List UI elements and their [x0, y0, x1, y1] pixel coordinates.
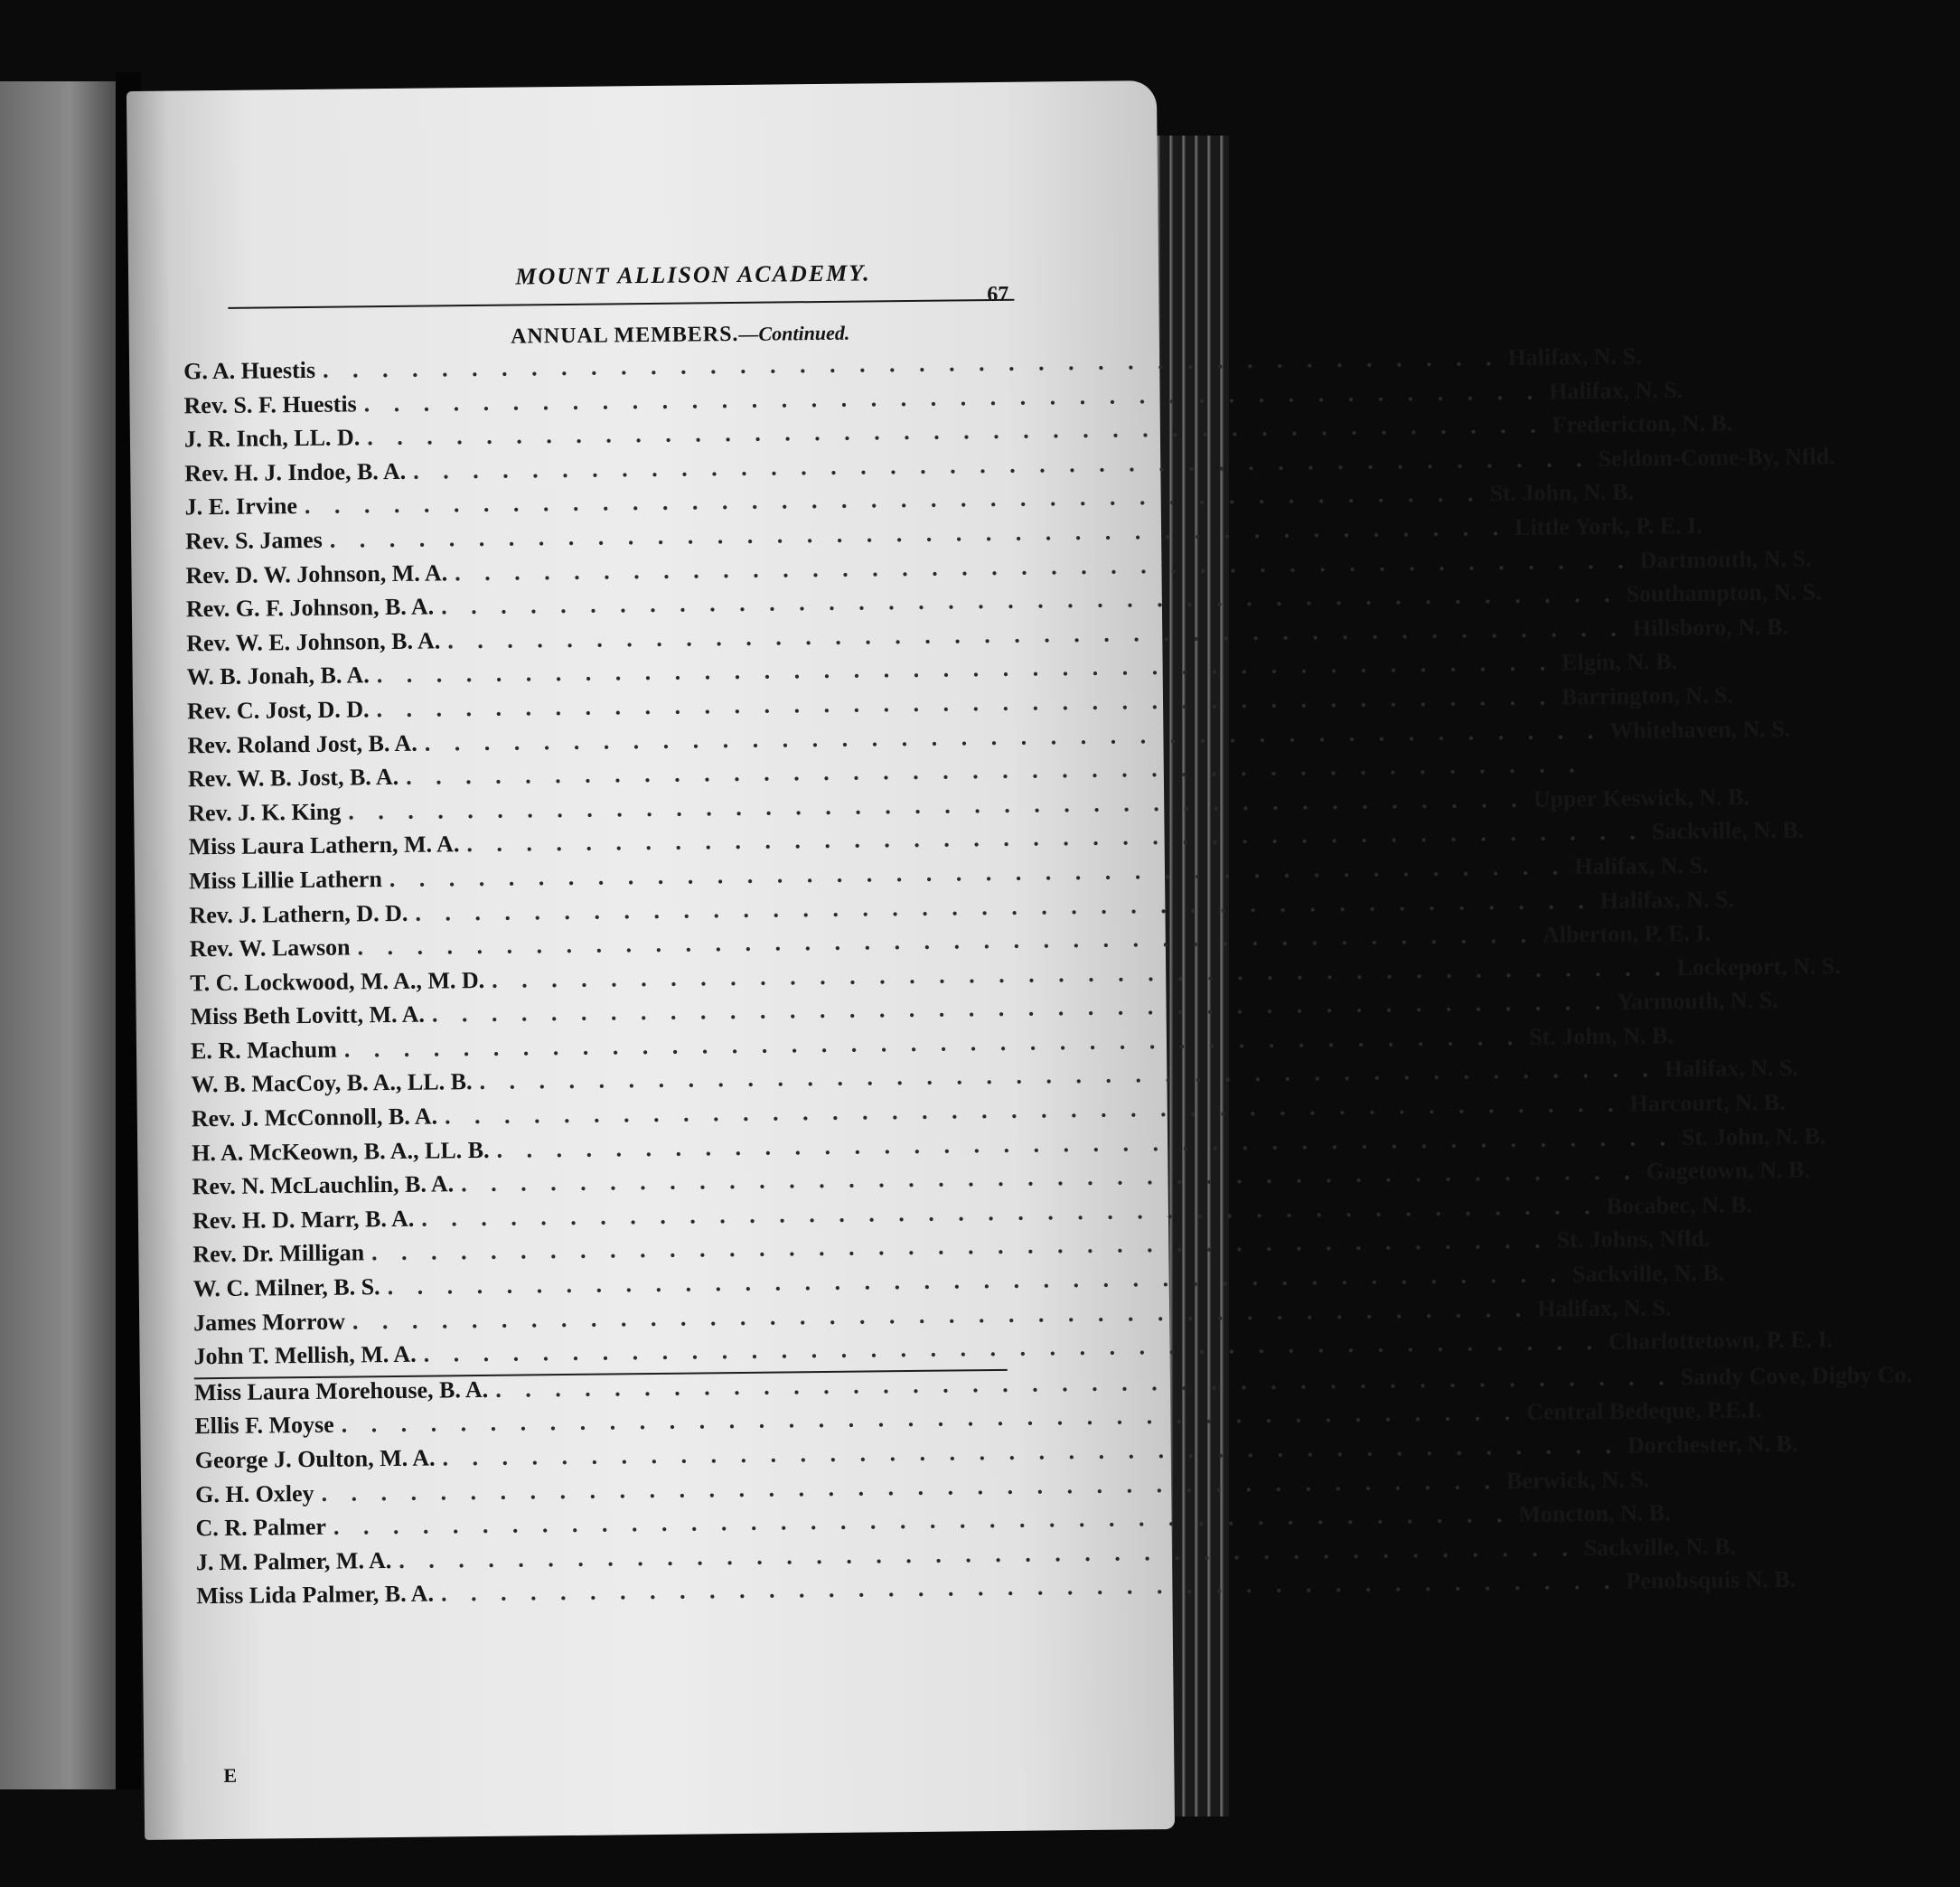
- left-page-edge: [0, 81, 117, 1789]
- dot-leader: . . . . . . . . . . . . . . . . . . . . . . . . . . . . . . . . . . . . . . . .: [389, 853, 1568, 892]
- member-place: Moncton, N. B.: [1518, 1499, 1671, 1528]
- member-place: St. John, N. B.: [1681, 1122, 1826, 1150]
- dot-leader: . . . . . . . . . . . . . . . . . . . . . . . . . . . . . . . . . . . . . . . .: [370, 1227, 1550, 1266]
- member-place: Hillsboro, N. B.: [1632, 613, 1789, 642]
- member-name: J. M. Palmer, M. A.: [195, 1546, 392, 1576]
- dot-leader: . . . . . . . . . . . . . . . . . . . . . . . . . . . . . . . . . . . . . . . .: [492, 953, 1670, 993]
- member-place: St. John, N. B.: [1529, 1022, 1674, 1050]
- member-place: Halifax, N. S.: [1599, 885, 1735, 914]
- dot-leader: . . . . . . . . . . . . . . . . . . . . . . . . . . . . . . . . . . . . . . . .: [329, 514, 1508, 553]
- dot-leader: . . . . . . . . . . . . . . . . . . . . . . . . . . . . . . . . . . . . . . . .: [424, 717, 1603, 756]
- member-list: [183, 343, 1913, 1617]
- member-place: Lockeport, N. S.: [1676, 952, 1842, 981]
- member-name: Rev. H. J. Indoe, B. A.: [184, 457, 407, 487]
- member-name: G. H. Oxley: [195, 1479, 314, 1507]
- member-name: Ellis F. Moyse: [194, 1412, 334, 1440]
- member-name: J. E. Irvine: [184, 493, 298, 521]
- member-place: Halifax, N. S.: [1574, 851, 1709, 880]
- member-name: Rev. W. B. Jost, B. A.: [187, 764, 399, 793]
- list-item: [196, 1566, 1796, 1617]
- dot-leader: . . . . . . . . . . . . . . . . . . . . . . . . . . . . . . . . . . . . . . . .: [348, 785, 1526, 825]
- section-title: [427, 321, 933, 351]
- member-place: Little York, P. E. I.: [1515, 512, 1702, 540]
- member-place: [1591, 769, 1862, 772]
- signature-mark: E: [223, 1763, 238, 1787]
- member-place: Harcourt, N. B.: [1629, 1088, 1786, 1117]
- dot-leader: . . . . . . . . . . . . . . . . . . . . . . . . . . . . . . . . . . . . . . . .: [440, 1568, 1619, 1607]
- member-place: St. John, N. B.: [1489, 478, 1635, 507]
- member-place: Seldom-Come-By, Nfld.: [1598, 443, 1835, 472]
- dot-leader: . . . . . . . . . . . . . . . . . . . . . . . . . . . . . . . . . . . . . . . .: [376, 649, 1555, 689]
- dot-leader: . . . . . . . . . . . . . . . . . . . . . . . . . . . . . . . . . . . . . . . .: [441, 580, 1619, 620]
- member-name: Rev. C. Jost, D. D.: [186, 696, 370, 725]
- member-place: Sackville, N. B.: [1583, 1533, 1737, 1562]
- member-place: St. Johns, Nfld.: [1556, 1225, 1711, 1253]
- member-place: Penobsquis N. B.: [1626, 1566, 1796, 1595]
- member-name: Rev. J. McConnoll, B. A.: [191, 1103, 438, 1132]
- dot-leader: . . . . . . . . . . . . . . . . . . . . . . . . . . . . . . . . . . . . . . . .: [357, 921, 1536, 961]
- member-place: Berwick, N. S.: [1505, 1466, 1650, 1494]
- member-name: Rev. J. K. King: [188, 798, 342, 827]
- dot-leader: . . . . . . . . . . . . . . . . . . . . . . . . . . . . . . . . . . . . . . . .: [423, 1328, 1602, 1367]
- dot-leader: . . . . . . . . . . . . . . . . . . . . . . . . . . . . . . . . . . . . . . . .: [447, 615, 1626, 654]
- dot-leader: . . . . . . . . . . . . . . . . . . . . . . . . . . . . . . . . . . . . . . . .: [431, 989, 1610, 1028]
- member-name: Miss Lida Palmer, B. A.: [196, 1580, 435, 1610]
- member-name: C. R. Palmer: [195, 1513, 327, 1542]
- member-name: Rev. W. E. Johnson, B. A.: [186, 627, 441, 657]
- member-name: James Morrow: [193, 1308, 346, 1336]
- member-name: Rev. Roland Jost, B. A.: [187, 729, 417, 758]
- member-place: Upper Keswick, N. B.: [1533, 783, 1750, 812]
- member-name: Rev. G. F. Johnson, B. A.: [185, 593, 435, 623]
- member-name: Miss Lillie Lathern: [188, 866, 382, 895]
- member-name: T. C. Lockwood, M. A., M. D.: [190, 966, 485, 997]
- dot-leader: . . . . . . . . . . . . . . . . . . . . . . . . . . . . . . . . . . . . . . . .: [321, 1467, 1500, 1507]
- dot-leader: . . . . . . . . . . . . . . . . . . . . . . . . . . . . . . . . . . . . . . . .: [444, 1090, 1623, 1130]
- member-place: Bocabec, N. B.: [1606, 1191, 1752, 1219]
- dot-leader: . . . . . . . . . . . . . . . . . . . . . . . . . . . . . . . . . . . . . . . .: [461, 1158, 1639, 1197]
- member-name: George J. Oulton, M. A.: [194, 1444, 436, 1474]
- member-place: Sackville, N. B.: [1651, 816, 1805, 845]
- member-place: Halifax, N. S.: [1507, 343, 1642, 371]
- member-name: Rev. H. D. Marr, B. A.: [192, 1205, 415, 1235]
- dot-leader: . . . . . . . . . . . . . . . . . . . . . . . . . . . . . . . . . . . . . . . .: [496, 1123, 1675, 1163]
- dot-leader: . . . . . . . . . . . . . . . . . . . . . . . . . . . . . . . . . . . . . . . .: [415, 887, 1593, 926]
- member-name: W. B. MacCoy, B. A., LL. B.: [191, 1068, 473, 1098]
- dot-leader: . . . . . . . . . . . . . . . . . . . . . . . . . . . . . . . . . . . . . . . .: [367, 411, 1545, 451]
- member-place: Fredericton, N. B.: [1552, 409, 1733, 438]
- dot-leader: . . . . . . . . . . . . . . . . . . . . . . . . . . . . . . . . . . . . . . . .: [304, 480, 1483, 520]
- dot-leader: . . . . . . . . . . . . . . . . . . . . . . . . . . . . . . . . . . . . . . . .: [479, 1056, 1658, 1095]
- member-name: J. R. Inch, LL. D.: [183, 424, 361, 453]
- member-name: H. A. McKeown, B. A., LL. B.: [192, 1136, 490, 1166]
- member-name: Rev. W. Lawson: [189, 934, 351, 962]
- member-place: Alberton, P. E. I.: [1542, 919, 1711, 948]
- dot-leader: . . . . . . . . . . . . . . . . . . . . . . . . . . . . . . . . . . . . . . . .: [413, 445, 1591, 484]
- member-place: Halifax, N. S.: [1548, 376, 1683, 405]
- dot-leader: . . . . . . . . . . . . . . . . . . . . . . . . . . . . . . . . . . . . . . . .: [399, 1535, 1577, 1573]
- dot-leader: . . . . . . . . . . . . . . . . . . . . . . . . . . . . . . . . . . . . . . . .: [455, 547, 1633, 586]
- header-rule: [228, 299, 1014, 309]
- dot-leader: . . . . . . . . . . . . . . . . . . . . . . . . . . . . . . . . . . . . . . . .: [421, 1192, 1599, 1232]
- dot-leader: . . . . . . . . . . . . . . . . . . . . . . . . . . . . . . . . . . . . . . . .: [352, 1295, 1531, 1335]
- document-page: [127, 80, 1913, 1840]
- member-place: Halifax, N. S.: [1664, 1055, 1799, 1083]
- member-name: G. A. Huestis: [183, 356, 316, 385]
- dot-leader: . . . . . . . . . . . . . . . . . . . . . . . . . . . . . . . . . . . . . . . .: [406, 751, 1584, 790]
- page-number: 67: [987, 282, 1009, 307]
- dot-leader: . . . . . . . . . . . . . . . . . . . . . . . . . . . . . . . . . . . . . . . .: [442, 1432, 1621, 1471]
- member-name: E. R. Machum: [190, 1036, 337, 1065]
- member-place: Charlottetown, P. E. I.: [1608, 1326, 1833, 1356]
- member-place: Sackville, N. B.: [1571, 1259, 1725, 1288]
- dot-leader: . . . . . . . . . . . . . . . . . . . . . . . . . . . . . . . . . . . . . . . .: [333, 1501, 1512, 1540]
- member-place: Barrington, N. S.: [1561, 681, 1734, 710]
- member-place: Dartmouth, N. S.: [1639, 545, 1812, 574]
- member-name: Rev. S. James: [184, 526, 323, 555]
- member-place: Southampton, N. S.: [1626, 578, 1822, 607]
- member-place: Dorchester, N. B.: [1627, 1430, 1798, 1459]
- section-continued: —Continued.: [738, 321, 850, 345]
- dot-leader: . . . . . . . . . . . . . . . . . . . . . . . . . . . . . . . . . . . . . . . .: [466, 818, 1645, 858]
- member-name: Rev. J. Lathern, D. D.: [189, 899, 408, 928]
- member-place: Sandy Cove, Digby Co.: [1680, 1361, 1913, 1390]
- member-place: Halifax, N. S.: [1537, 1293, 1672, 1322]
- page-content: [127, 80, 1913, 1840]
- member-place: Whitehaven, N. S.: [1609, 715, 1791, 744]
- running-head: MOUNT ALLISON ACADEMY.: [515, 259, 871, 290]
- member-name: Rev. D. W. Johnson, M. A.: [185, 559, 448, 588]
- member-name: Rev. N. McLauchlin, B. A.: [192, 1170, 455, 1200]
- member-name: Miss Laura Lathern, M. A.: [188, 831, 460, 860]
- dot-leader: . . . . . . . . . . . . . . . . . . . . . . . . . . . . . . . . . . . . . . . .: [495, 1363, 1674, 1403]
- section-title-text: ANNUAL MEMBERS.: [511, 322, 739, 349]
- member-name: Rev. Dr. Milligan: [192, 1239, 365, 1268]
- dot-leader: . . . . . . . . . . . . . . . . . . . . . . . . . . . . . . . . . . . . . . . .: [341, 1399, 1520, 1439]
- member-place: Gagetown, N. B.: [1646, 1156, 1811, 1185]
- member-name: John T. Mellish, M. A.: [193, 1340, 417, 1370]
- dot-leader: . . . . . . . . . . . . . . . . . . . . . . . . . . . . . . . . . . . . . . . .: [376, 683, 1555, 723]
- member-name: Rev. S. F. Huestis: [183, 390, 357, 418]
- member-name: Miss Beth Lovitt, M. A.: [190, 1000, 426, 1030]
- member-place: Elgin, N. B.: [1561, 648, 1678, 676]
- dot-leader: . . . . . . . . . . . . . . . . . . . . . . . . . . . . . . . . . . . . . . . .: [363, 378, 1543, 417]
- dot-leader: . . . . . . . . . . . . . . . . . . . . . . . . . . . . . . . . . . . . . . . .: [343, 1023, 1523, 1063]
- member-place: Yarmouth, N. S.: [1617, 987, 1778, 1016]
- dot-leader: . . . . . . . . . . . . . . . . . . . . . . . . . . . . . . . . . . . . . . . .: [387, 1261, 1566, 1300]
- member-name: W. C. Milner, B. S.: [192, 1273, 380, 1302]
- member-place: Central Bedeque, P.E.I.: [1525, 1396, 1762, 1426]
- member-name: W. B. Jonah, B. A.: [186, 662, 370, 690]
- dot-leader: . . . . . . . . . . . . . . . . . . . . . . . . . . . . . . . . . . . . . . . .: [322, 344, 1501, 383]
- member-name: Miss Laura Morehouse, B. A.: [193, 1375, 489, 1406]
